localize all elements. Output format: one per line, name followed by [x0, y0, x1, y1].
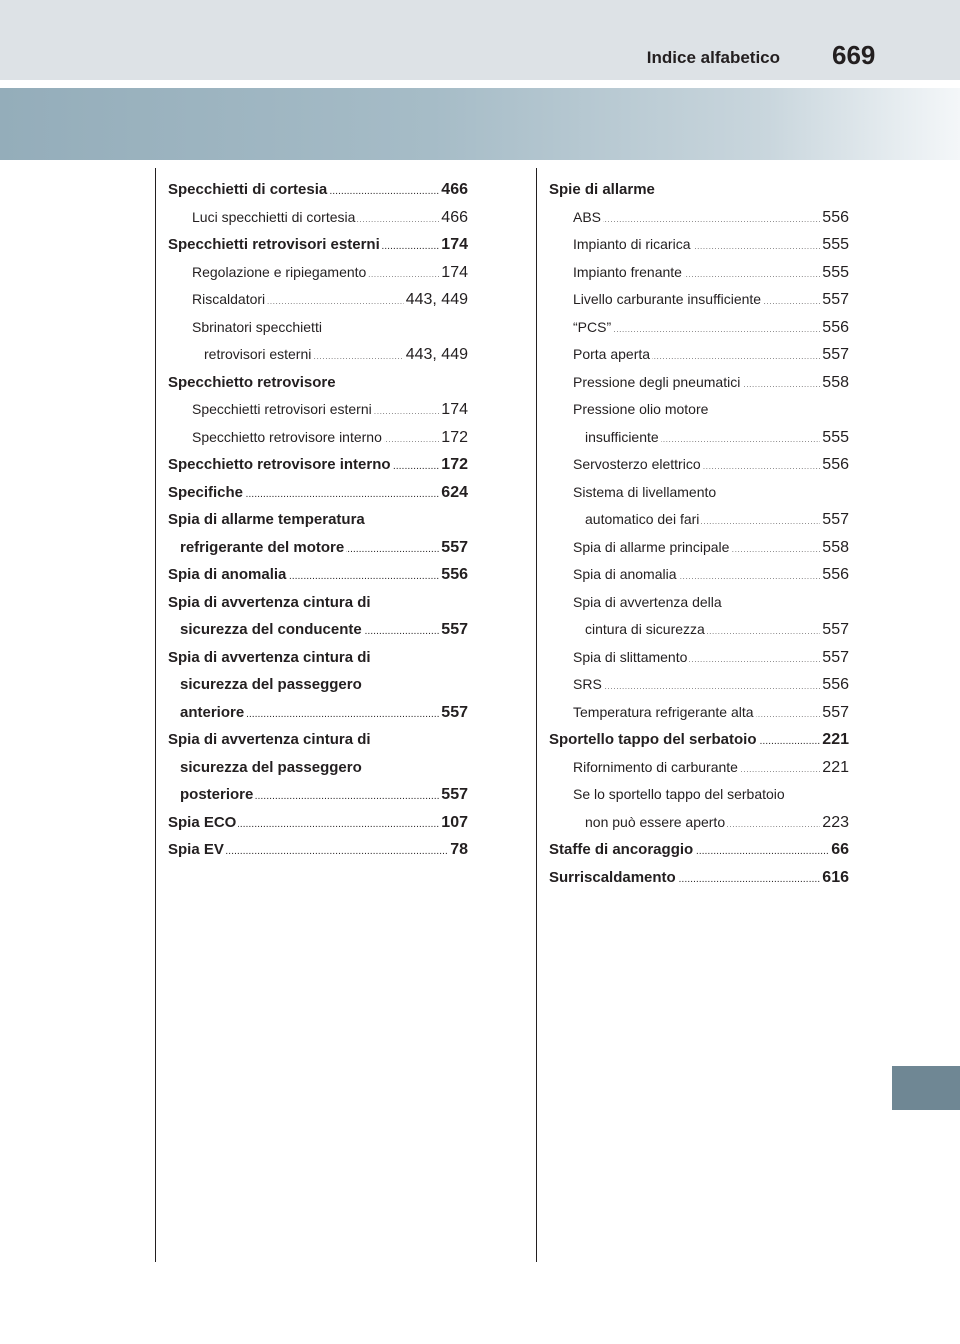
index-column-right [549, 176, 849, 891]
index-entry [168, 809, 468, 837]
index-entry-text: Spia di allarme principale [573, 538, 730, 555]
index-entry [168, 506, 468, 534]
index-entry-page: 555 [820, 231, 849, 259]
index-entry-text: Specchietto retrovisore [168, 373, 336, 391]
index-entry [549, 506, 849, 534]
index-entry-page: 557 [439, 699, 468, 727]
index-entry-page: 556 [820, 314, 849, 342]
index-entry-page: 221 [820, 726, 849, 754]
index-entry [168, 836, 468, 864]
index-entry-page: 172 [439, 451, 468, 479]
index-entry-text: “PCS” [573, 318, 612, 335]
index-entry-page: 557 [820, 644, 849, 672]
index-entry-page: 557 [820, 506, 849, 534]
index-entry-page: 221 [820, 754, 849, 782]
index-entry-page: 557 [820, 699, 849, 727]
index-entry-text: Servosterzo elettrico [573, 456, 701, 472]
index-entry [168, 589, 468, 617]
index-entry [549, 534, 849, 562]
index-entry-text: Specifiche [168, 483, 244, 501]
section-title: Indice alfabetico [646, 48, 780, 67]
index-entry-text: posteriore [180, 786, 254, 803]
index-entry-text: Specchietti retrovisori esterni [192, 401, 372, 417]
index-entry [549, 369, 849, 397]
index-entry-text: Spie di allarme [549, 181, 655, 198]
index-entry-text: Spia di avvertenza cintura di [168, 648, 371, 666]
index-entry [168, 314, 468, 342]
index-entry-page: 555 [820, 424, 849, 452]
index-entry-text: anteriore [180, 703, 245, 721]
index-entry-text: Luci specchietti di cortesia [192, 208, 356, 225]
index-entry-page: 556 [820, 204, 849, 232]
index-entry [168, 644, 468, 672]
index-entry [549, 176, 849, 204]
index-entry [549, 259, 849, 287]
index-entry [168, 671, 468, 699]
index-entry-text: insufficiente [585, 428, 659, 445]
index-entry [549, 836, 849, 864]
index-entry-text: Spia di avvertenza cintura di [168, 731, 371, 748]
index-entry-text: Impianto frenante [573, 263, 682, 280]
index-entry-page: 443, 449 [404, 286, 468, 314]
dot-leader [573, 314, 849, 345]
index-entry-text: Specchietti di cortesia [168, 181, 328, 198]
index-entry-text: Spia di avvertenza della [573, 593, 722, 610]
index-entry-text: Temperatura refrigerante alta [573, 703, 754, 720]
index-entry [168, 369, 468, 397]
index-entry-page: 78 [448, 836, 468, 864]
index-entry [549, 479, 849, 507]
index-entry [168, 286, 468, 314]
index-entry-text: Sistema di livellamento [573, 483, 717, 500]
index-entry-text: automatico dei fari [585, 511, 700, 527]
index-entry [168, 781, 468, 809]
index-entry-page: 556 [439, 561, 468, 589]
index-entry [168, 176, 468, 204]
index-entry-page: 557 [820, 286, 849, 314]
index-entry-text: Staffe di ancoraggio [549, 841, 694, 858]
index-entry-page: 557 [820, 341, 849, 369]
index-entry-text: Livello carburante insufficiente [573, 291, 762, 307]
index-entry-text: cintura di sicurezza [585, 621, 705, 637]
index-entry [168, 231, 468, 259]
index-entry-text: Pressione degli pneumatici [573, 373, 741, 390]
index-entry-text: Impianto di ricarica [573, 236, 691, 252]
right-column-rule [536, 168, 537, 1262]
index-entry [549, 864, 849, 892]
index-entry-page: 557 [820, 616, 849, 644]
index-entry [549, 396, 849, 424]
index-entry-text: Surriscaldamento [549, 868, 676, 886]
index-entry [168, 561, 468, 589]
index-entry-page: 172 [439, 424, 468, 452]
index-entry [549, 561, 849, 589]
index-entry-text: Spia di anomalia [168, 566, 287, 583]
index-entry [549, 781, 849, 809]
index-entry [168, 396, 468, 424]
index-entry-page: 558 [820, 369, 849, 397]
index-entry [168, 754, 468, 782]
index-entry-text: Spia di anomalia [573, 566, 677, 582]
index-entry-text: sicurezza del passeggero [180, 758, 362, 776]
dot-leader [573, 671, 849, 702]
index-entry-text: sicurezza del conducente [180, 621, 362, 638]
index-entry [168, 479, 468, 507]
index-entry-page: 107 [439, 809, 468, 837]
index-entry-text: Spia EV [168, 841, 224, 858]
index-entry [549, 644, 849, 672]
left-column-rule [155, 168, 156, 1262]
index-entry [168, 616, 468, 644]
index-entry-text: ABS [573, 208, 602, 225]
index-entry [549, 754, 849, 782]
index-entry-page: 556 [820, 671, 849, 699]
index-entry [168, 424, 468, 452]
index-entry-text: sicurezza del passeggero [180, 676, 362, 693]
index-entry-page: 66 [829, 836, 849, 864]
index-entry-page: 555 [820, 259, 849, 287]
index-entry-page: 466 [439, 204, 468, 232]
index-entry-page: 466 [439, 176, 468, 204]
index-entry-text: Spia di allarme temperatura [168, 511, 365, 528]
index-entry-text: non può essere aperto [585, 813, 726, 830]
index-entry [549, 616, 849, 644]
index-entry [549, 314, 849, 342]
index-entry-page: 557 [439, 781, 468, 809]
index-entry-text: Pressione olio motore [573, 401, 709, 417]
index-entry [549, 671, 849, 699]
index-entry [168, 204, 468, 232]
index-entry [549, 341, 849, 369]
index-entry-text: Spia ECO [168, 813, 237, 831]
index-entry [549, 231, 849, 259]
index-entry [549, 726, 849, 754]
index-entry-text: refrigerante del motore [180, 538, 345, 556]
index-entry-page: 223 [820, 809, 849, 837]
index-entry-text: Rifornimento di carburante [573, 758, 738, 775]
index-entry [549, 589, 849, 617]
index-entry-text: Sbrinatori specchietti [192, 318, 322, 335]
index-entry-page: 616 [820, 864, 849, 892]
index-entry-text: Sportello tappo del serbatoio [549, 731, 757, 748]
index-entry-text: retrovisori esterni [204, 346, 312, 362]
index-entry [168, 534, 468, 562]
index-entry-page: 174 [439, 259, 468, 287]
index-entry-page: 443, 449 [404, 341, 468, 369]
index-entry-text: Spia di avvertenza cintura di [168, 593, 371, 611]
index-entry-text: Spia di slittamento [573, 648, 688, 665]
index-entry [168, 341, 468, 369]
dot-leader [573, 204, 849, 235]
index-entry-text: Specchietto retrovisore interno [168, 456, 391, 473]
index-entry-text: Porta aperta [573, 346, 651, 362]
index-entry-page: 556 [820, 451, 849, 479]
index-entry-text: Specchietti retrovisori esterni [168, 236, 380, 253]
index-entry-page: 557 [439, 616, 468, 644]
index-column-left [168, 176, 468, 864]
page-number: 669 [832, 40, 876, 70]
index-entry-text: SRS [573, 676, 602, 692]
index-entry-page: 174 [439, 231, 468, 259]
section-thumb-tab [892, 1066, 960, 1110]
index-entry-page: 624 [439, 479, 468, 507]
index-entry [549, 809, 849, 837]
index-entry [168, 699, 468, 727]
index-entry-text: Se lo sportello tappo del serbatoio [573, 786, 785, 802]
page-header-bar [0, 0, 960, 80]
index-entry [168, 451, 468, 479]
index-entry-text: Regolazione e ripiegamento [192, 263, 367, 280]
header-banner [0, 88, 960, 160]
index-entry [549, 699, 849, 727]
index-entry [168, 259, 468, 287]
index-entry-page: 557 [439, 534, 468, 562]
index-entry [549, 424, 849, 452]
index-entry [549, 451, 849, 479]
index-entry [549, 286, 849, 314]
index-entry-page: 556 [820, 561, 849, 589]
index-entry-page: 174 [439, 396, 468, 424]
index-entry-page: 558 [820, 534, 849, 562]
index-entry [549, 204, 849, 232]
index-entry-text: Riscaldatori [192, 291, 266, 307]
index-entry [168, 726, 468, 754]
index-entry-text: Specchietto retrovisore interno [192, 428, 382, 445]
